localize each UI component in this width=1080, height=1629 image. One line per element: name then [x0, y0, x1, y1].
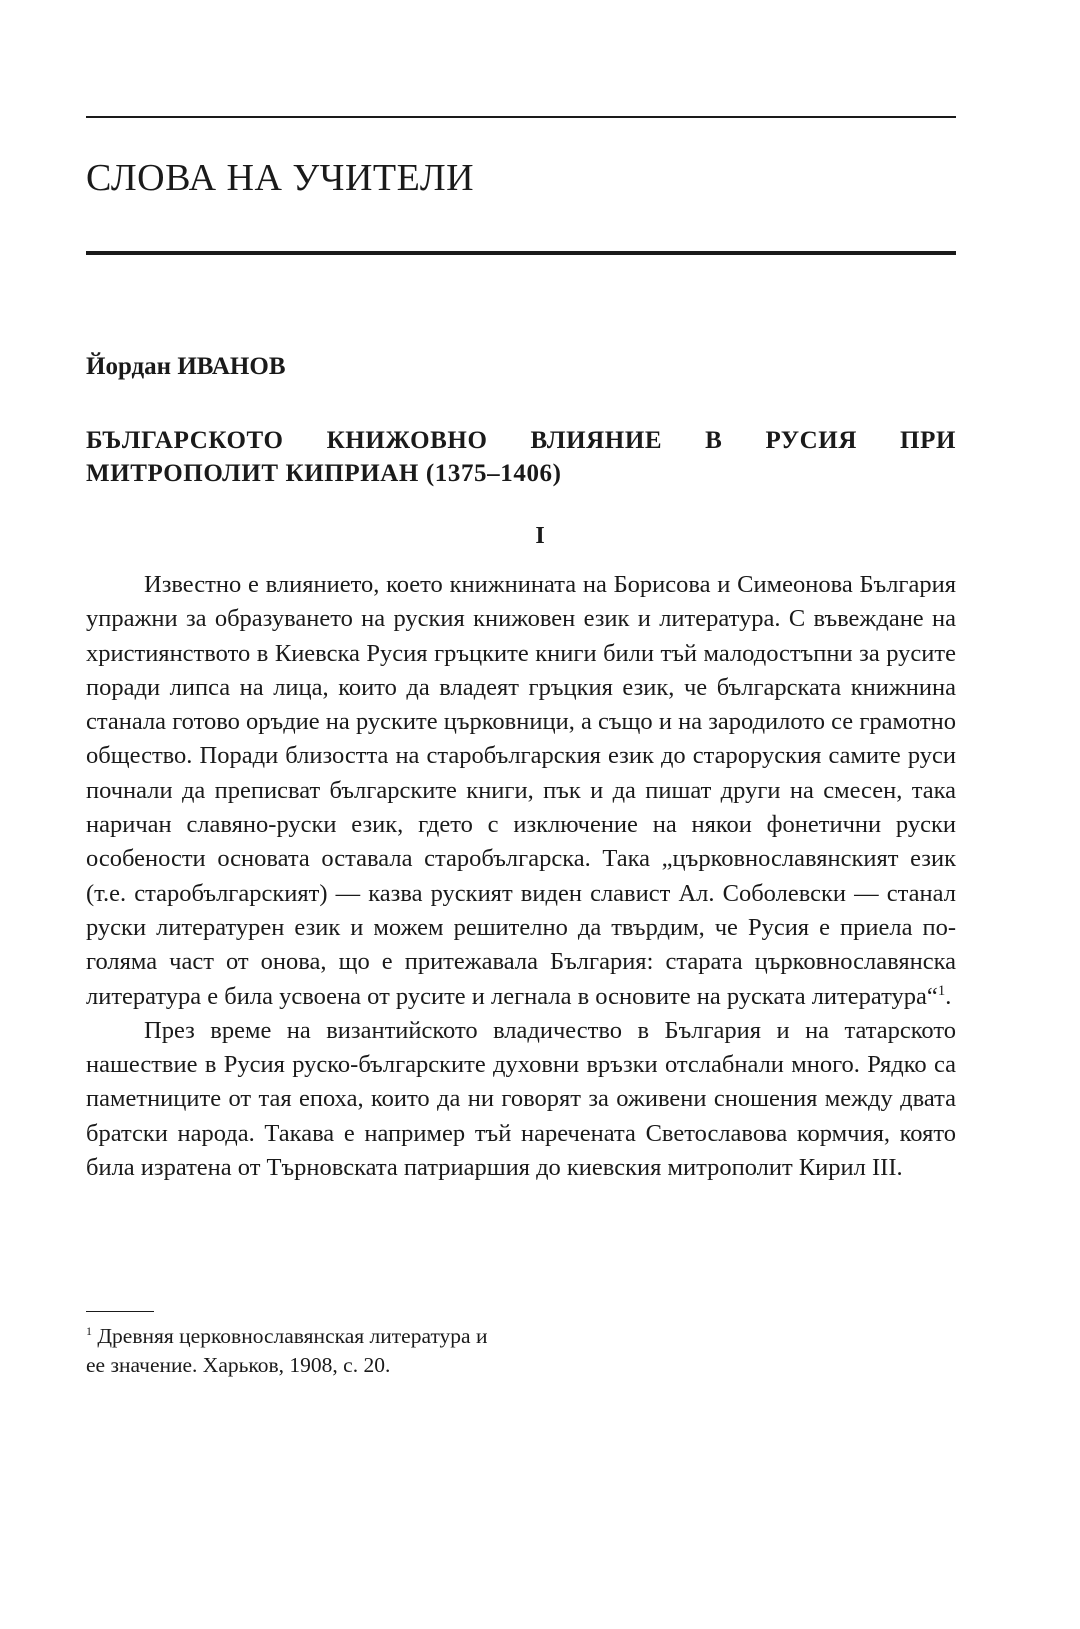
- footnote: [86, 1322, 506, 1380]
- part-number: I: [535, 523, 545, 549]
- paragraph: [86, 1014, 956, 1185]
- footnote-text: Древняя церковнославянская литература и ее значение. Харьков, 1908, с. 20.: [86, 1324, 488, 1377]
- footnote-number: 1: [86, 1323, 92, 1338]
- footnote-reference[interactable]: 1: [937, 982, 946, 999]
- section-title: СЛОВА НА УЧИТЕЛИ: [86, 157, 475, 199]
- article-body: [86, 568, 956, 1185]
- section-bottom-rule: [86, 251, 956, 255]
- paragraph-text: Известно е влиянието, което книжнината на Борисова и Симеонова България упражни за образуването на руския книжовен език и литература. С въвеждане на християнството в Киевска Русия гръцките книги били тъй малодостъпни за русите поради липса на лица, които да владеят гръцкия език, че българската книжнина станала готово оръдие на руските църковници, а също и на зародилото се грамотно общество. Поради близостта на старобългарския език до староруския самите руси почнали да преписват българските книги, пък и да пишат други на смесен, така наричан славяно-руски език, гдето с изключение на някои фонетични руски особености основата оставала старобългарска. Така „църковнославянският език (т.е. старобългарският) — казва руският виден славист Ал. Соболевски — станал руски литературен език и можем решително да твърдим, че Русия е приела по-голяма част от онова, що е притежавала България: старата църковнославянска литература е била усвоена от русите и легнала в основите на руската литература“: [86, 571, 956, 1010]
- section-top-rule: [86, 116, 956, 118]
- article-title: БЪЛГАРСКОТО КНИЖОВНО ВЛИЯНИЕ В РУСИЯ ПРИ МИТРОПОЛИТ КИПРИАН (1375–1406): [86, 427, 956, 487]
- paragraph-text: През време на византийското владичество в България и на татарското нашествие в Русия руско-българските духовни връзки отслабнали много. Рядко са паметниците от тая епоха, които да ни говорят за оживени сношения между двата братски народа. Такава е например тъй наречената Светославова кормчия, която била изратена от Търновската патриаршия до киевския митрополит Кирил III.: [86, 1016, 956, 1182]
- paragraph: [86, 568, 956, 1014]
- article-author: Йордан ИВАНОВ: [86, 353, 286, 380]
- paragraph-end-punctuation: .: [945, 982, 952, 1010]
- footnote-separator: [86, 1311, 154, 1312]
